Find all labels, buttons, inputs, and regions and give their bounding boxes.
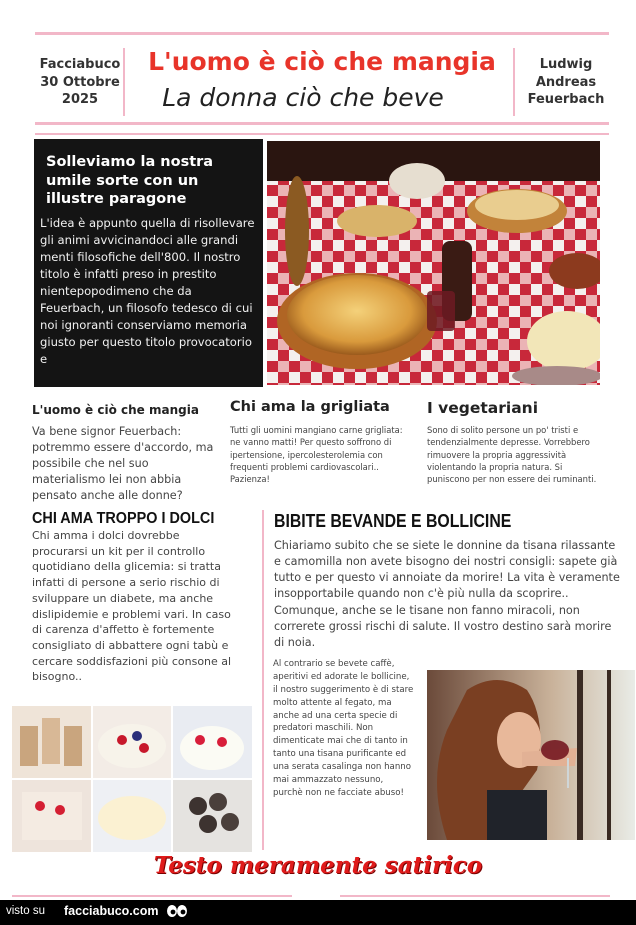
col3-heading: I vegetariani	[427, 399, 539, 417]
masthead-date: 30 Ottobre	[40, 74, 120, 90]
headline-sub: La donna ciò che beve	[162, 83, 444, 112]
headline-main: L'uomo è ciò che mangia	[148, 47, 496, 76]
masthead-rule-1	[35, 122, 609, 125]
satire-disclaimer: Testo meramente satirico	[153, 852, 483, 879]
col1-body: Va bene signor Feuerbach: potremmo essere d'accordo, ma possibile che nel suo materialismo lei non abbia pensato anche alle donne?	[32, 425, 214, 502]
intro-heading: Solleviamo la nostra umile sorte con un illustre paragone	[46, 154, 214, 208]
bottom-rule-right	[340, 895, 610, 897]
footer-site-link[interactable]: facciabuco.com	[64, 904, 159, 918]
footer-bar	[0, 900, 636, 925]
col1-heading: L'uomo è ciò che mangia	[32, 403, 199, 417]
masthead-author-block	[518, 56, 614, 109]
bibite-body-2: Al contrario se bevete caffè, aperitivi ed adorate le bollicine, il nostro suggerimento è di stare molto attente al fegato, ma anche ad una certa specie di predatori maschili. Non dimenticate mai che di tanto in tanto una tisana purificante ed una serata casalinga non hanno mai ammazzato nessuno, purchè non ne facciate abuso!	[273, 659, 414, 798]
masthead-divider-right	[513, 48, 515, 116]
author-line-3: Feuerbach	[527, 92, 605, 108]
desserts-photo	[12, 706, 252, 852]
author-line-2: Andreas	[535, 74, 597, 90]
masthead-site: Facciabuco	[39, 57, 121, 72]
bibite-heading: BIBITE BEVANDE E BOLLICINE	[274, 511, 512, 531]
bottom-rule-left	[12, 895, 292, 897]
masthead-rule-2	[35, 133, 609, 135]
masthead-date-block	[30, 56, 130, 109]
wine-woman-photo	[427, 670, 635, 840]
food-table-photo	[267, 141, 600, 385]
col3-body: Sono di solito persone un po' tristi e tendenzialmente depresse. Vorrebbero rimuovere la propria aggressività violentando la propria natura. Si puniscono per non essere dei ruminanti.	[427, 425, 597, 485]
masthead-year: 2025	[61, 92, 99, 108]
col2-body: Tutti gli uomini mangiano carne grigliata: ne vanno matti! Per questo soffrono di ipertensione, ipercolesterolemia con frequenti problemi cardiovascolari.. Pazienza!	[230, 425, 403, 485]
section-divider	[262, 510, 264, 850]
eyes-logo-icon	[166, 903, 188, 919]
footer-prefix: visto su	[6, 905, 45, 917]
top-rule	[35, 32, 609, 35]
author-line-1: Ludwig	[539, 57, 593, 72]
intro-box	[34, 139, 263, 387]
intro-body: L'idea è appunto quella di risollevare gli animi avvicinandoci alle grandi menti filosofiche dell'800. Il nostro titolo è infatti preso in prestito nientepopodimeno che da Feuerbach, un filosofo tedesco di cui noi ignoranti conserviamo memoria giusto per questo titolo provocatorio e	[40, 215, 255, 366]
masthead-divider-left	[123, 48, 125, 116]
col2-heading: Chi ama la grigliata	[230, 399, 390, 415]
bibite-body: Chiariamo subito che se siete le donnine da tisana rilassante e camomilla non avete bisogno dei nostri consigli: sapete già tutto e per questo vi annoiate da morire! La vita è veramente insopportabile quando non c'è più nulla da scoprire.. Comunque, anche se le tisane non fanno miracoli, non correrete grossi rischi di salute. Il vostro destino sarà morire di noia.	[274, 539, 620, 649]
dolci-body: Chi amma i dolci dovrebbe procurarsi un kit per il controllo quotidiano della glicemia: si tratta infatti di persone a serio rischio di sviluppare un diabete, ma anche dislipidemie e problemi vari. In caso di carenza d'affetto è fortemente consigliato di abbattere ogni tabù e cercare soddisfazioni più consone al bisogno..	[32, 529, 232, 684]
dolci-heading: CHI AMA TROPPO I DOLCI	[32, 510, 215, 527]
